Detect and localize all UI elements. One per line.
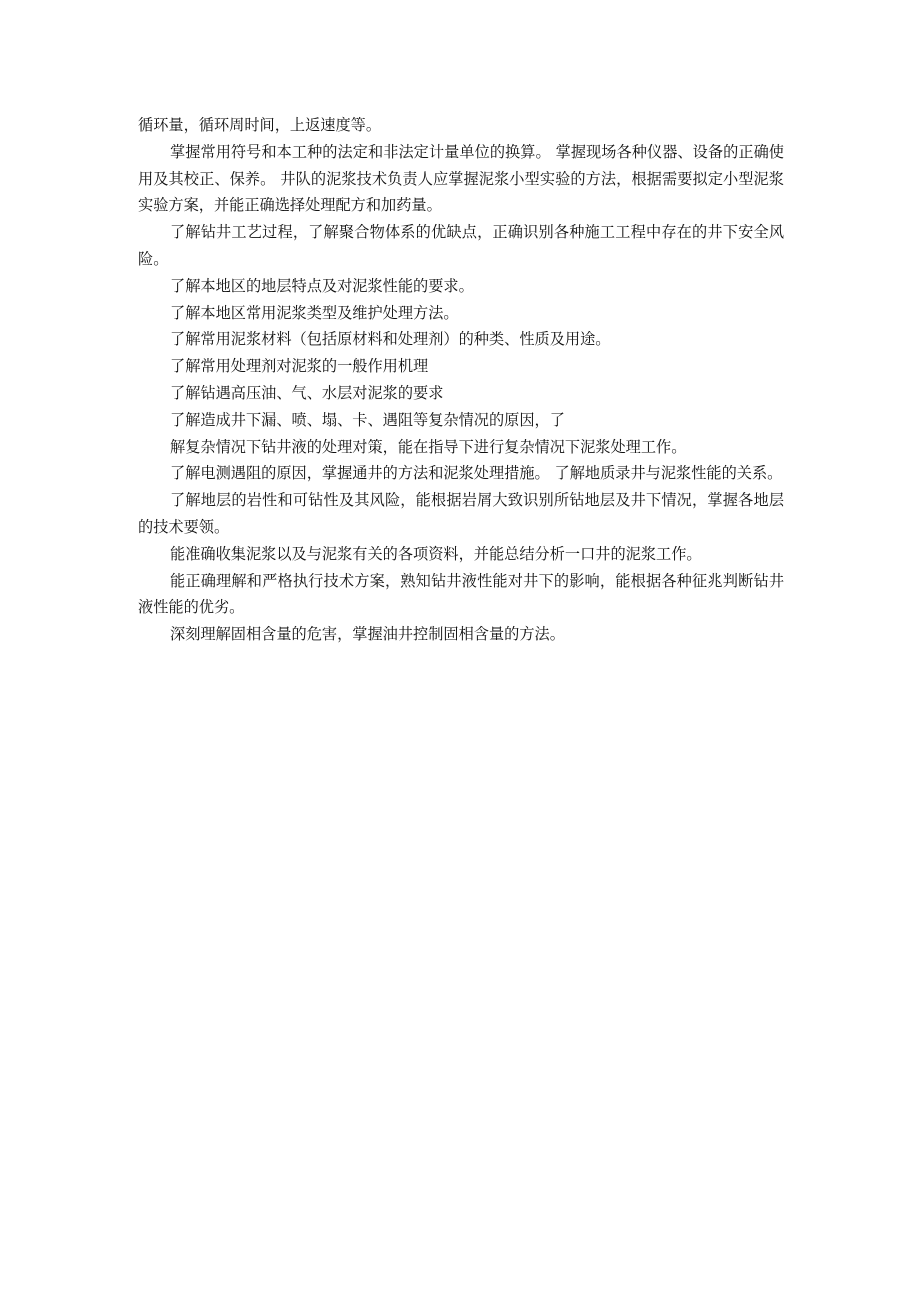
paragraph-13: 能准确收集泥浆以及与泥浆有关的各项资料，并能总结分析一口井的泥浆工作。	[170, 544, 702, 563]
paragraph-9: 了解造成井下漏、喷、塌、卡、遇阻等复杂情况的原因，了	[170, 410, 565, 429]
document-body	[138, 112, 784, 648]
paragraph-1: 循环量，循环周时间，上返速度等。	[138, 116, 381, 134]
paragraph-2: 掌握常用符号和本工种的法定和非法定计量单位的换算。 掌握现场各种仪器、设备的正确使用及其校正、保养。 井队的泥浆技术负责人应掌握泥浆小型实验的方法，根据需要拟定小型泥浆实验方案，并能正确选择处理配方和加药量。	[138, 142, 784, 215]
paragraph-5: 了解本地区常用泥浆类型及维护处理方法。	[170, 303, 459, 322]
paragraph-4: 了解本地区的地层特点及对泥浆性能的要求。	[170, 276, 474, 295]
paragraph-6: 了解常用泥浆材料（包括原材料和处理剂）的种类、性质及用途。	[170, 330, 611, 349]
paragraph-7: 了解常用处理剂对泥浆的一般作用机理	[170, 357, 429, 376]
paragraph-3: 了解钻井工艺过程，了解聚合物体系的优缺点，正确识别各种施工工程中存在的井下安全风险。	[138, 223, 784, 268]
paragraph-14: 能正确理解和严格执行技术方案，熟知钻井液性能对井下的影响，能根据各种征兆判断钻井液性能的优劣。	[138, 571, 784, 617]
paragraph-12: 了解地层的岩性和可钻性及其风险，能根据岩屑大致识别所钻地层及井下情况，掌握各地层的技术要领。	[138, 491, 784, 536]
paragraph-10: 解复杂情况下钻井液的处理对策，能在指导下进行复杂情况下泥浆处理工作。	[170, 437, 687, 456]
paragraph-11: 了解电测遇阻的原因，掌握通井的方法和泥浆处理措施。 了解地质录井与泥浆性能的关系。	[170, 464, 783, 483]
paragraph-8: 了解钻遇高压油、气、水层对泥浆的要求	[170, 383, 444, 402]
paragraph-15: 深刻理解固相含量的危害，掌握油井控制固相含量的方法。	[170, 625, 565, 644]
